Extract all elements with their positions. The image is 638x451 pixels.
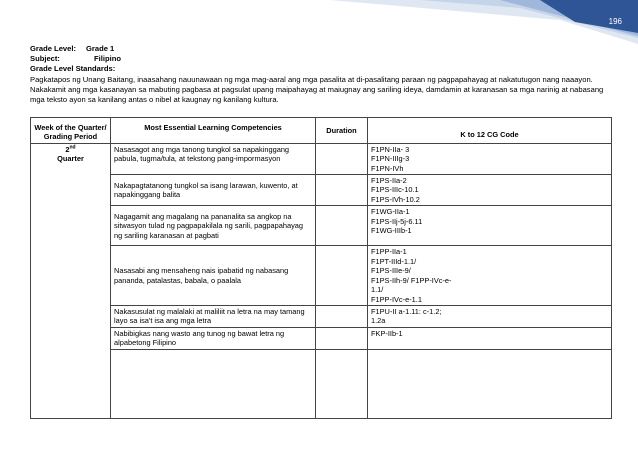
duration-cell [316,246,368,305]
duration-cell [316,206,368,246]
code-line: F1PS-IIIe-9/ [371,266,411,276]
table-row-blank [31,349,612,418]
code-line: F1PN-IIIg-3 [371,154,410,164]
table-row [31,175,612,206]
duration-cell [316,327,368,349]
code-cell [368,327,612,349]
melc-cell: Nabibigkas nang wasto ang tunog ng bawat letra ng alpabetong Filipino [111,327,316,349]
code-line: F1PT-IIId-1.1/ [371,256,417,266]
quarter-number: 2 [65,144,70,154]
code-line: F1PN-IIa- 3 [371,144,410,154]
melc-cell: Nakasusulat ng malalaki at maliliit na letra na may tamang layo sa isa't isa ang mga letra [111,305,316,327]
grade-level-label: Grade Level: [30,44,77,53]
subject-value: Filipino [94,54,121,64]
quarter-suffix: nd [69,144,76,151]
code-line: FKP-IIb-1 [371,328,403,338]
grade-level-row [30,44,610,54]
table-row [31,206,612,246]
code-line: F1PS-IIa-2 [371,176,407,186]
melc-cell: Nagagamit ang magalang na pananalita sa angkop na sitwasyon tulad ng pagpapakilala ng sarili, pagpapahayag ng sariling karanasan at pagbati [111,206,316,246]
blank-cell [368,349,612,418]
code-line: F1PN-IVh [371,163,404,173]
blank-cell [316,349,368,418]
code-cell [368,206,612,246]
quarter-cell [31,143,111,418]
grade-level-value: Grade 1 [86,44,115,53]
code-cell [368,143,612,174]
document-meta [30,44,610,105]
duration-cell [316,143,368,174]
header-week: Week of the Quarter/ Grading Period [31,118,111,144]
standards-text: Pagkatapos ng Unang Baitang, inaasahang nauunawaan ng mga mag-aaral ang mga pasalita at di-pasalitang paraan ng pagpapahayag at nakatutugon nang naaayon. Nakakamit ang mga kasanayan sa mabuting pagbasa at pagsulat upang maipahayag at maiugnay ang sariling ideya, damdamin at karanasan sa mga narinig at nabasang mga teksto ayon sa kanilang antas o nibel at kaugnay ng kanilang kultura. [30,74,604,105]
code-line: 1.2a [371,316,386,326]
table-row [31,246,612,305]
table-row [31,327,612,349]
melc-cell: Nakapagtatanong tungkol sa isang larawan, kuwento, at napakinggang balita [111,175,316,206]
melc-cell: Nasasabi ang mensaheng nais ipabatid ng nabasang pananda, patalastas, babala, o paalala [111,246,316,305]
page-number: 196 [608,17,622,26]
code-line: 1.1/ [371,285,384,295]
melc-table [30,117,612,419]
subject-label: Subject: [30,54,60,64]
code-line: F1WG-IIIb-1 [371,226,412,236]
header-melc: Most Essential Learning Competencies [111,118,316,144]
code-line: F1WG-IIa-1 [371,207,410,217]
code-cell [368,246,612,305]
table-header-row [31,118,612,144]
header-code: K to 12 CG Code [368,118,612,144]
duration-cell [316,305,368,327]
table-row [31,305,612,327]
code-line: F1PS-IVh-10.2 [371,194,420,204]
code-line: F1PS-IIIc-10.1 [371,185,419,195]
code-line: F1PP-IVc-e-1.1 [371,294,422,304]
code-line: F1PU-II a-1.11: c-1.2; [371,306,442,316]
blank-cell [111,349,316,418]
standards-label: Grade Level Standards: [30,64,116,74]
code-cell [368,175,612,206]
quarter-label: Quarter [57,154,84,164]
code-line: F1PS-IIj-5j-6.11 [371,216,423,226]
header-duration: Duration [316,118,368,144]
table-row [31,143,612,174]
code-line: F1PS-IIh-9/ F1PP-IVc-e- [371,275,452,285]
code-line: F1PP-IIa-1 [371,247,407,257]
melc-cell: Nasasagot ang mga tanong tungkol sa napakinggang pabula, tugma/tula, at tekstong pang-impormasyon [111,143,316,174]
code-cell [368,305,612,327]
duration-cell [316,175,368,206]
subject-row [30,54,610,64]
